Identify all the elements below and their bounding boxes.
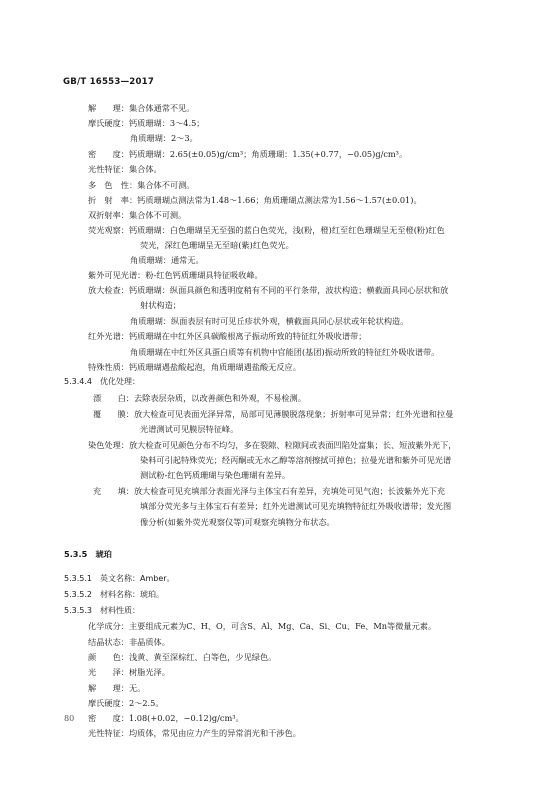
page-number: 80: [64, 714, 75, 723]
text-line: 像分析(如紫外荧光观察仪等)可观察充填物分布状态。: [140, 517, 335, 527]
text-line: 角质珊瑚：2～3。: [130, 133, 198, 143]
section-heading-amber: 5.3.5 琥珀: [64, 549, 112, 559]
text-line: 密 度：钙质珊瑚：2.65(±0.05)g/cm³；角质珊瑚：1.35(+0.77，−0.05)g/cm³。: [88, 149, 408, 159]
text-line: 测试粉-红色钙质珊瑚与染色珊瑚有差异。: [140, 470, 291, 480]
text-line: 染色处理：放大检查可见颜色分布不均匀，多在裂隙、粒隙间或表面凹陷处富集；长、短波紫外光下，: [88, 440, 457, 450]
text-line: 染料可引起特殊荧光；经丙酮或无水乙醇等溶剂擦拭可掉色；拉曼光谱和紫外可见光谱: [140, 455, 452, 465]
text-line: 光谱测试可见膜层特征峰。: [140, 424, 239, 434]
text-line: 解 理：集合体通常不见。: [88, 103, 195, 113]
text-line: 填部分荧光多与主体宝石有差异；红外光谱测试可见充填物特征红外吸收谱带；发光图: [140, 501, 452, 511]
text-line: 射状构造；: [140, 300, 181, 310]
text-line: 充 填：放大检查可见充填部分表面光泽与主体宝石有差异，充填处可见气泡；长波紫外光下充: [93, 486, 446, 496]
standard-number-header: GB/T 16553—2017: [63, 77, 155, 87]
text-line: 光性特征：均质体，常见由应力产生的异常消光和干涉色。: [88, 728, 301, 738]
text-line: 特殊性质：钙质珊瑚遇盐酸起泡，角质珊瑚遇盐酸无反应。: [88, 362, 301, 372]
text-line: 红外光谱：钙质珊瑚在中红外区具碳酸根离子振动所致的特征红外吸收谱带；: [88, 331, 367, 341]
text-line: 折 射 率：钙质珊瑚点测法常为1.48～1.66；角质珊瑚点测法常为1.56～1.57(±0.01)。: [88, 195, 422, 205]
text-line: 双折射率：集合体不可测。: [88, 210, 187, 220]
text-line: 密 度：1.08(+0.02，−0.12)g/cm³。: [88, 713, 244, 723]
text-line: 光性特征：集合体。: [88, 164, 162, 174]
section-5-3-5-2: 5.3.5.2 材料名称：琥珀。: [64, 590, 164, 599]
text-line: 荧光观察：钙质珊瑚：白色珊瑚呈无至强的蓝白色荧光，浅(粉，橙)红至红色珊瑚呈无至橙(粉)红色: [88, 225, 445, 235]
text-line: 光 泽：树脂光泽。: [88, 667, 170, 677]
text-line: 紫外可见光谱：粉-红色钙质珊瑚具特征吸收峰。: [88, 270, 263, 280]
text-line: 覆 膜：放大检查可见表面光泽异常，局部可见薄膜脱落现象；折射率可见异常；红外光谱和拉曼: [93, 409, 454, 419]
text-line: 漂 白：去除表层杂质，以改善颜色和外观，不易检测。: [93, 393, 306, 403]
text-line: 摩氏硬度：钙质珊瑚：3～4.5；: [88, 118, 205, 128]
section-5-3-4-4: 5.3.4.4 优化处理：: [64, 377, 140, 386]
text-line: 颜 色：浅黄、黄至深棕红、白等色，少见绿色。: [88, 652, 277, 662]
text-line: 角质珊瑚：通常无。: [130, 255, 204, 265]
text-line: 化学成分：主要组成元素为C、H、O，可含S、Al、Mg、Ca、Si、Cu、Fe、Mn等微量元素。: [88, 621, 437, 631]
text-line: 角质珊瑚在中红外区具蛋白质等有机物中官能团(基团)振动所致的特征红外吸收谱带。: [130, 347, 440, 357]
text-line: 荧光，深红色珊瑚呈无至暗(紫)红色荧光。: [140, 240, 294, 250]
text-line: 放大检查：钙质珊瑚：纵面具颜色和透明度稍有不同的平行条带，波状构造；横截面具同心层状和放: [88, 285, 449, 295]
text-line: 结晶状态：非晶质体。: [88, 637, 170, 647]
text-line: 摩氏硬度：2～2.5。: [88, 698, 164, 708]
section-5-3-5-1: 5.3.5.1 英文名称：Amber。: [64, 574, 175, 583]
text-line: 角质珊瑚：纵面表层有时可见丘疹状外观，横截面具同心层状或年轮状构造。: [130, 316, 409, 326]
text-line: 解 理：无。: [88, 683, 146, 693]
text-line: 多 色 性：集合体不可测。: [88, 180, 195, 190]
section-5-3-5-3: 5.3.5.3 材料性质：: [64, 606, 140, 615]
